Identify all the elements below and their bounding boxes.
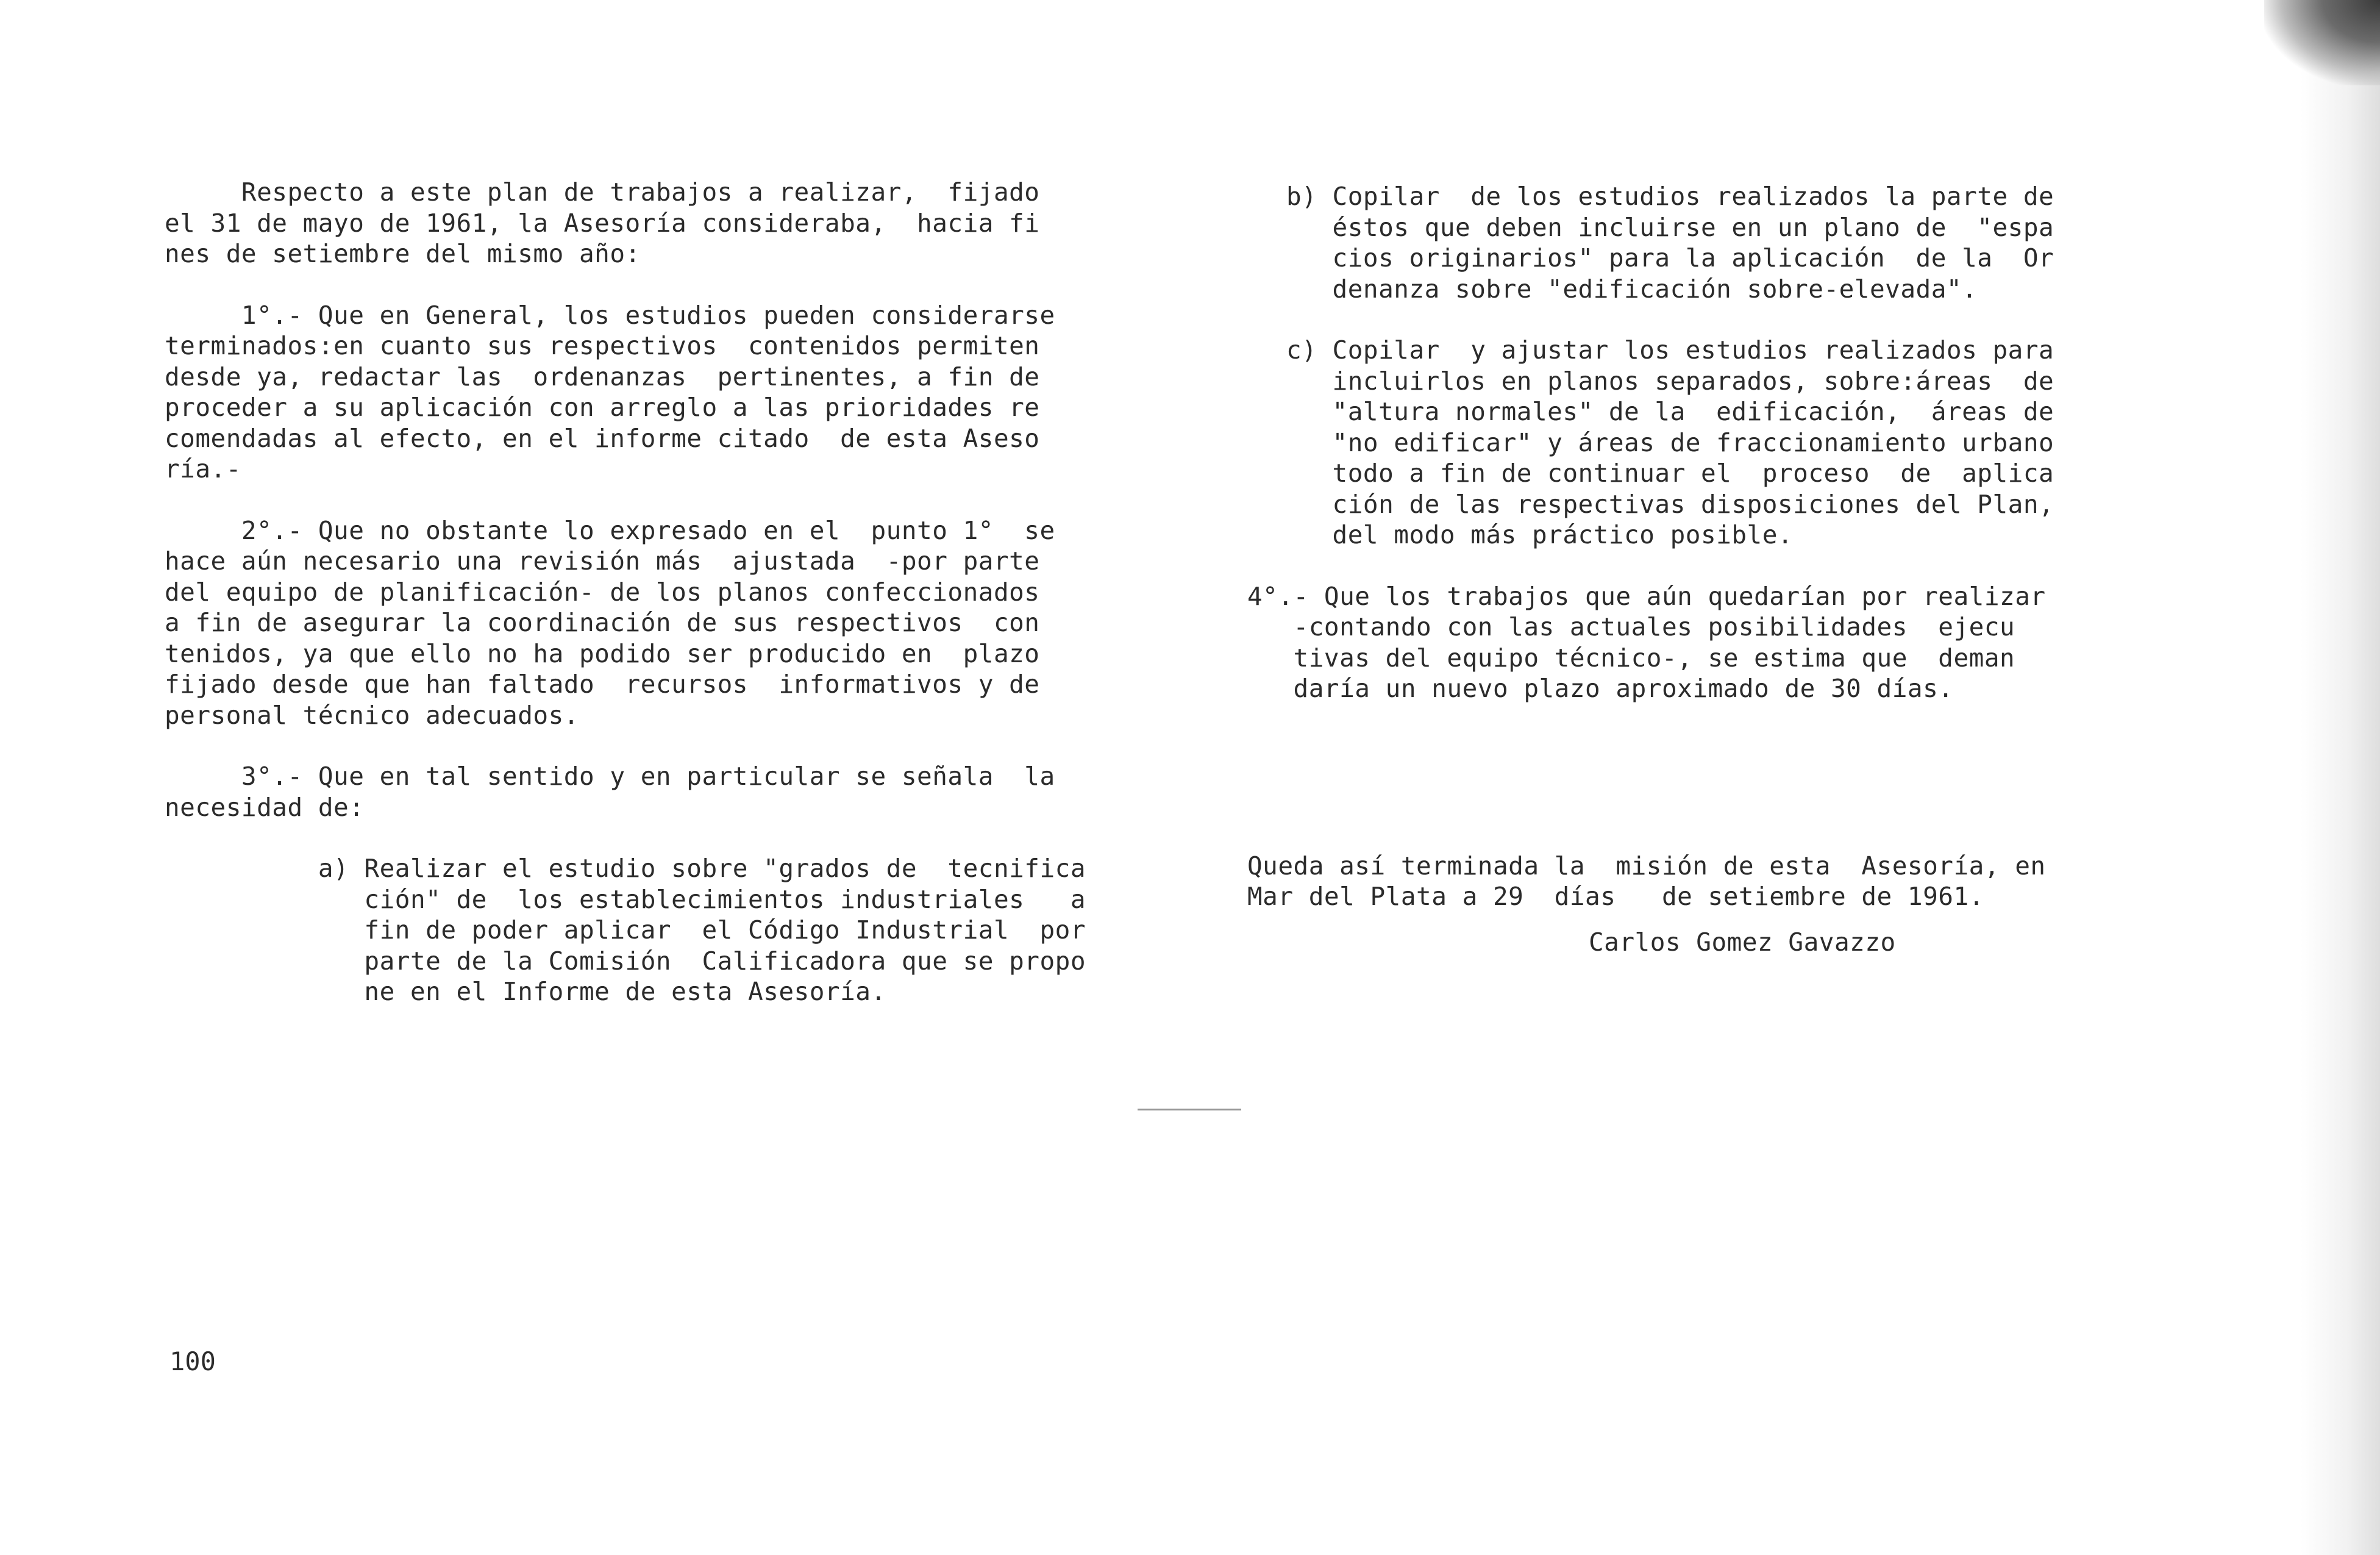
item-a-paragraph — [165, 853, 1086, 1007]
point-4-paragraph — [1247, 581, 2091, 704]
item-c-paragraph — [1286, 335, 2091, 551]
text-line: a) Realizar el estudio sobre "grados de tecnifica — [165, 854, 1086, 883]
text-line: b) Copilar de los estudios realizados la parte de — [1286, 182, 2054, 211]
text-line: denanza sobre "edificación sobre-elevada". — [1286, 274, 1978, 304]
text-line: c) Copilar y ajustar los estudios realizados para — [1286, 335, 2054, 365]
paragraph-gap — [1286, 551, 2091, 581]
text-line: 2°.- Que no obstante lo expresado en el punto 1° se — [165, 515, 1055, 545]
text-line: ne en el Informe de esta Asesoría. — [165, 977, 886, 1006]
paragraph-gap — [165, 485, 1042, 515]
text-line: éstos que deben incluirse en un plano de "espa — [1286, 212, 2054, 242]
text-line: ción" de los establecimientos industriales a — [165, 884, 1086, 914]
text-line: personal técnico adecuados. — [165, 700, 579, 730]
text-line: "no edificar" y áreas de fraccionamiento urbano — [1286, 427, 2054, 457]
paragraph-gap — [165, 823, 1042, 853]
page-corner-curl — [2264, 0, 2380, 85]
paragraph-gap — [1286, 304, 2091, 335]
text-line: tenidos, ya que ello no ha podido ser producido en plazo — [165, 638, 1040, 668]
text-line: hace aún necesario una revisión más ajustada -por parte — [165, 546, 1040, 576]
text-line: todo a fin de continuar el proceso de aplica — [1286, 459, 2054, 488]
text-line: incluirlos en planos separados, sobre:áreas de — [1286, 366, 2054, 396]
text-line: proceder a su aplicación con arreglo a las prioridades re — [165, 393, 1040, 422]
text-line: ría.- — [165, 454, 241, 484]
gutter-mark — [1138, 1109, 1241, 1110]
text-line: del equipo de planificación- de los planos confeccionados — [165, 577, 1040, 607]
text-line: -contando con las actuales posibilidades ejecu — [1247, 612, 2015, 642]
text-line: el 31 de mayo de 1961, la Asesoría consideraba, hacia fi — [165, 208, 1040, 238]
text-line: nes de setiembre del mismo año: — [165, 239, 641, 268]
intro-paragraph — [165, 177, 1042, 270]
text-line: daría un nuevo plazo aproximado de 30 días. — [1247, 674, 1954, 703]
text-line: "altura normales" de la edificación, áreas de — [1286, 397, 2054, 426]
text-line: desde ya, redactar las ordenanzas pertinentes, a fin de — [165, 362, 1040, 391]
text-line: Mar del Plata a 29 días de setiembre de 1961. — [1247, 882, 1984, 911]
text-line: fijado desde que han faltado recursos informativos y de — [165, 670, 1040, 699]
text-line: 4°.- Que los trabajos que aún quedarían por realizar — [1247, 581, 2046, 611]
point-1-paragraph — [165, 300, 1055, 485]
text-line: del modo más práctico posible. — [1286, 520, 1794, 549]
left-page-text — [165, 177, 1086, 1007]
text-line: tivas del equipo técnico-, se estima que deman — [1247, 643, 2015, 673]
text-line: Respecto a este plan de trabajos a realizar, fijado — [165, 177, 1040, 207]
text-line: cios originarios" para la aplicación de la Or — [1286, 243, 2054, 273]
text-line: Queda así terminada la misión de esta Asesoría, en — [1247, 851, 2046, 881]
section-gap — [1286, 704, 2091, 851]
point-3-paragraph — [165, 761, 1055, 823]
page-number: 100 — [169, 1346, 216, 1376]
text-line: comendadas al efecto, en el informe citado de esta Aseso — [165, 423, 1040, 453]
page-edge-shadow — [2301, 0, 2380, 1555]
text-line: 1°.- Que en General, los estudios pueden considerarse — [165, 300, 1055, 330]
right-page-text — [1247, 181, 2091, 957]
text-line: 3°.- Que en tal sentido y en particular se señala la — [165, 762, 1055, 791]
closing-paragraph — [1247, 851, 2091, 912]
text-line: necesidad de: — [165, 792, 365, 822]
paragraph-gap — [165, 270, 1042, 300]
point-2-paragraph — [165, 515, 1055, 731]
item-b-paragraph — [1286, 181, 2091, 304]
text-line: parte de la Comisión Calificadora que se propo — [165, 946, 1086, 976]
text-line: ción de las respectivas disposiciones del Plan, — [1286, 489, 2054, 519]
paragraph-gap — [165, 731, 1042, 761]
text-line: fin de poder aplicar el Código Industrial por — [165, 915, 1086, 945]
signature: Carlos Gomez Gavazzo — [1589, 927, 1896, 957]
text-line: a fin de asegurar la coordinación de sus respectivos con — [165, 608, 1040, 637]
text-line: terminados:en cuanto sus respectivos contenidos permiten — [165, 331, 1040, 360]
